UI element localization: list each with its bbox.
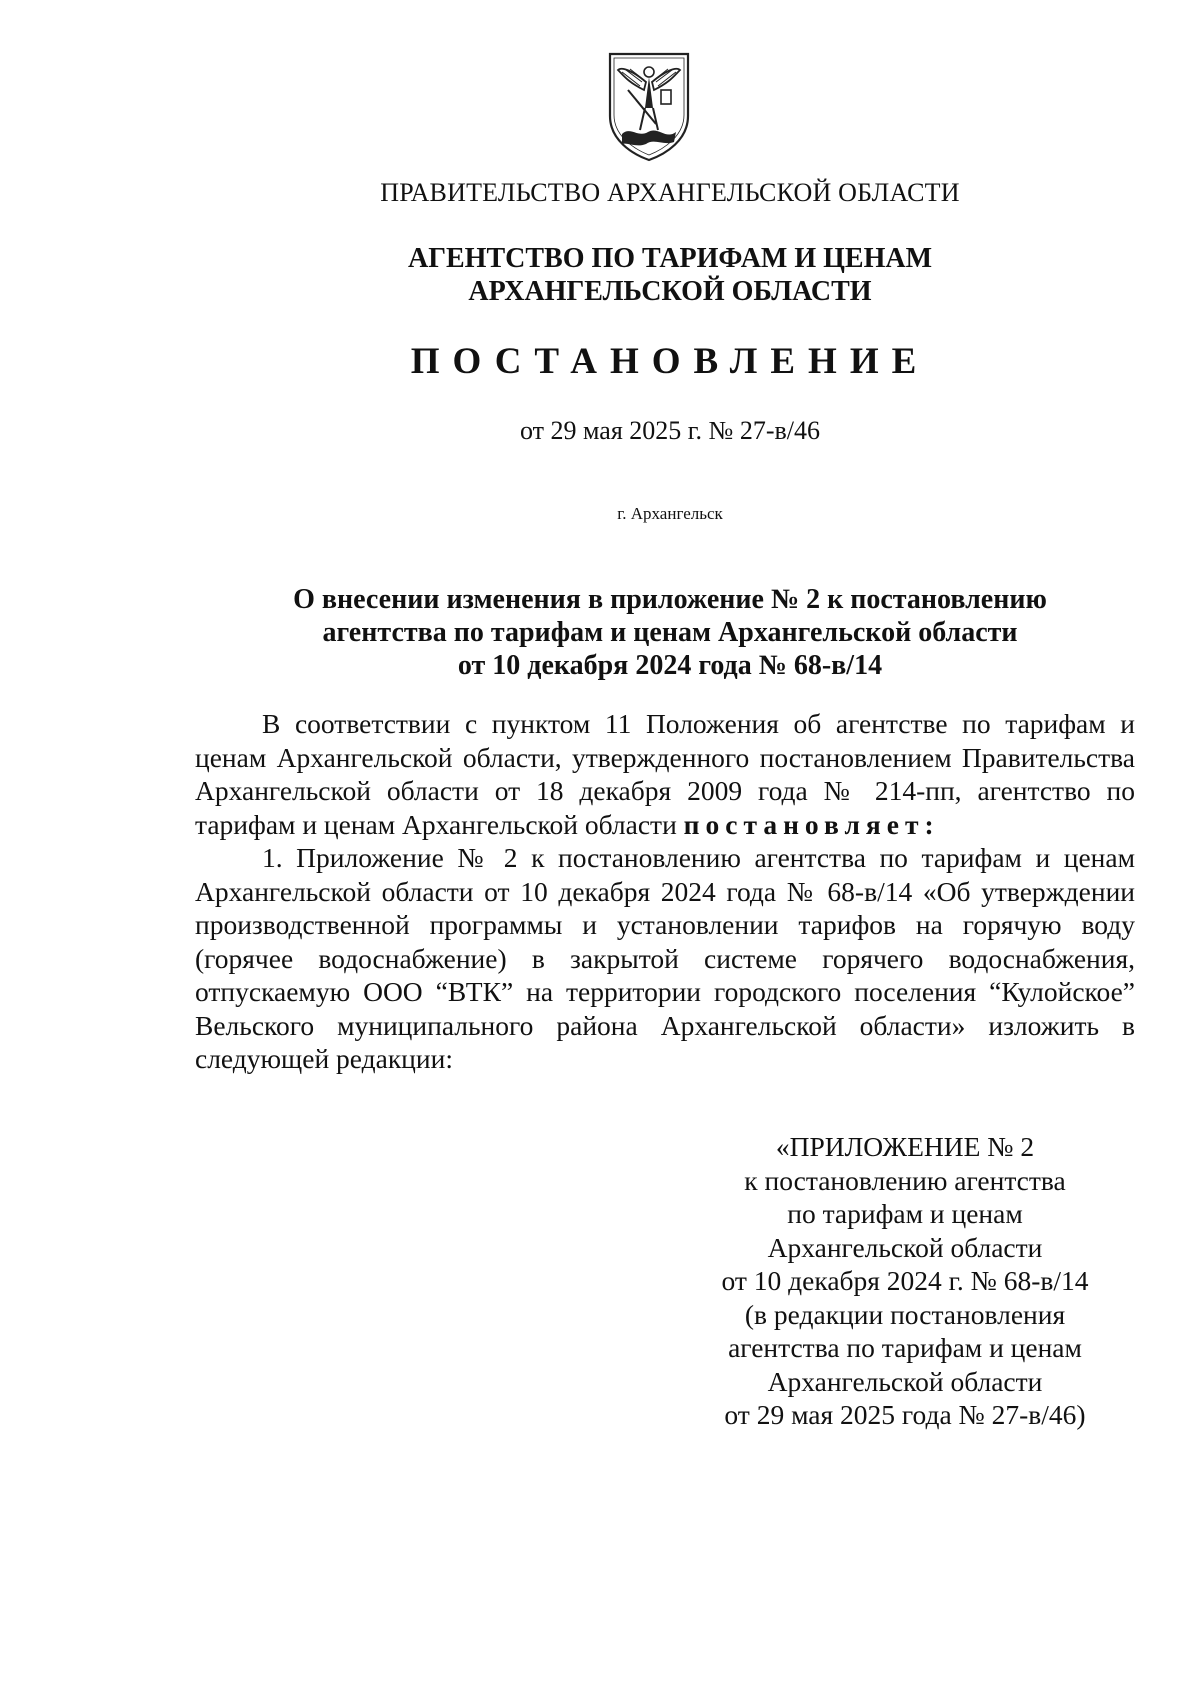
document-date-number: от 29 мая 2025 г. № 27-в/46	[520, 416, 820, 445]
preamble-text: В соответствии с пунктом 11 Положения об агентстве по тарифам и ценам Архангельской области, утвержденного постановлением Правительства Архангельской области от 18 декабря 2009 года № 214-пп, агентство по тарифам и ценам Архангельской области	[195, 708, 1135, 840]
appendix-line: к постановлению агентства	[744, 1164, 1066, 1196]
appendix-line: «ПРИЛОЖЕНИЕ № 2	[775, 1131, 1035, 1162]
arkhangelsk-coat-of-arms-icon	[604, 50, 694, 162]
appendix-line: Архангельской области	[767, 1365, 1043, 1397]
appendix-line: Архангельской области	[767, 1231, 1043, 1263]
agency-title-line1: АГЕНТСТВО ПО ТАРИФАМ И ЦЕНАМ	[407, 243, 933, 274]
appendix-line: (в редакции постановления	[744, 1298, 1066, 1330]
preamble-paragraph	[195, 707, 1135, 841]
document-type-title: ПОСТАНОВЛЕНИЕ	[410, 341, 930, 382]
clause-1-paragraph: 1. Приложение № 2 к постановлению агентства по тарифам и ценам Архангельской области от 10 декабря 2024 года № 68-в/14 «Об утверждении производственной программы и установлении тарифов на горячую воду (горячее водоснабжение) в закрытой системе горячего водоснабжения, отпускаемую ООО “ВТК” на территории городского поселения “Кулойское” Вельского муниципального района Архангельской области» изложить в следующей редакции:	[195, 842, 1135, 1074]
appendix-line: по тарифам и ценам	[787, 1198, 1023, 1229]
government-title: ПРАВИТЕЛЬСТВО АРХАНГЕЛЬСКОЙ ОБЛАСТИ	[380, 178, 960, 207]
document-body	[195, 707, 1135, 1076]
agency-title	[0, 242, 1200, 308]
appendix-line: от 10 декабря 2024 г. № 68-в/14	[721, 1265, 1089, 1296]
document-city: г. Архангельск	[617, 504, 723, 523]
appendix-line: от 29 мая 2025 года № 27-в/46)	[724, 1399, 1086, 1430]
subject-line2: агентства по тарифам и ценам Архангельской области	[322, 617, 1018, 648]
appendix-reference-block	[680, 1130, 1130, 1432]
document-subject	[0, 583, 1200, 682]
resolves-verb: постановляет:	[683, 808, 940, 840]
subject-line3: от 10 декабря 2024 года № 68-в/14	[457, 650, 883, 681]
subject-line1: О внесении изменения в приложение № 2 к постановлению	[293, 584, 1047, 615]
appendix-line: агентства по тарифам и ценам	[728, 1332, 1082, 1363]
agency-title-line2: АРХАНГЕЛЬСКОЙ ОБЛАСТИ	[468, 276, 872, 307]
